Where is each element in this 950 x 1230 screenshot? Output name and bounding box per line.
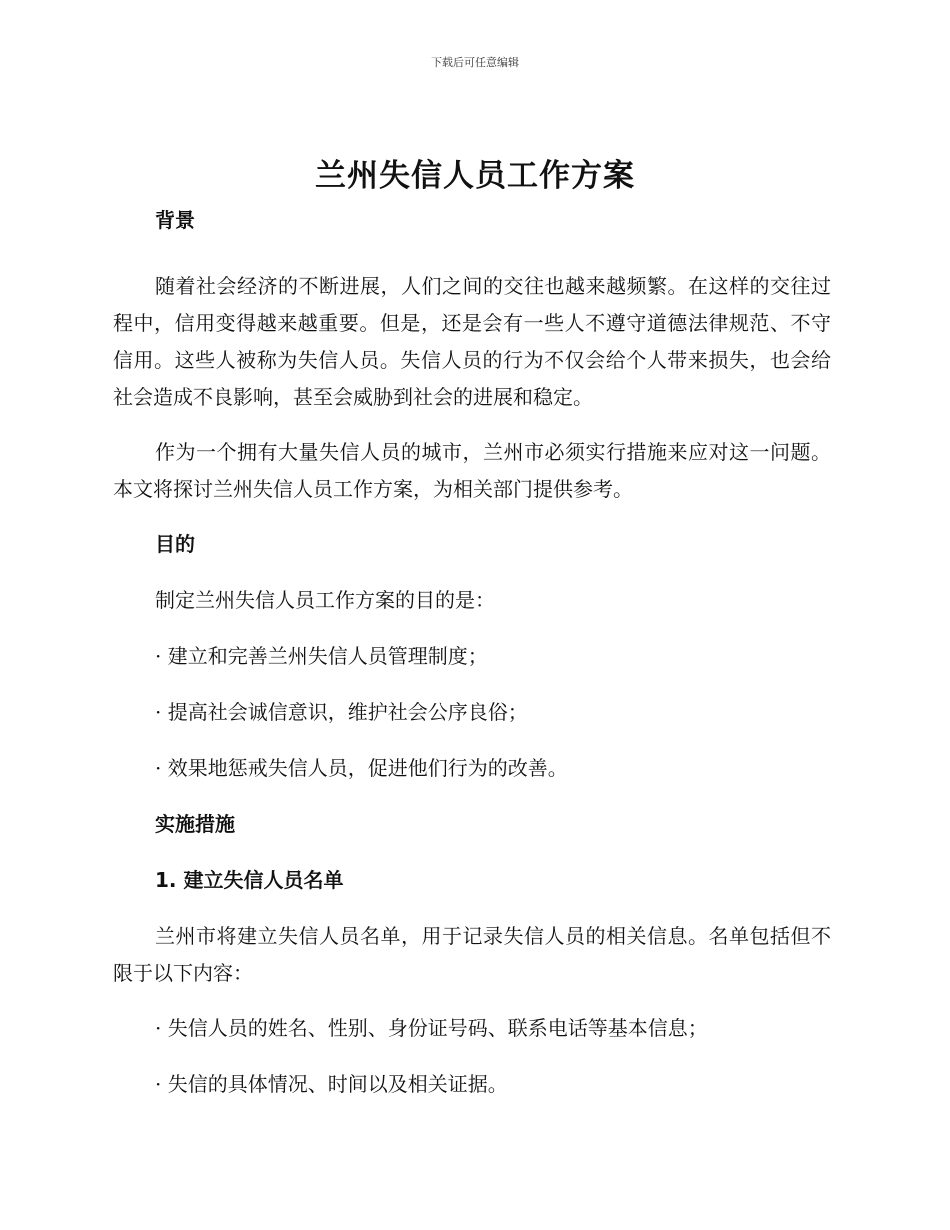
paragraph-purpose-intro: 制定兰州失信人员工作方案的目的是：	[155, 588, 495, 612]
paragraph-measure-1: 兰州市将建立失信人员名单，用于记录失信人员的相关信息。名单包括但不限于以下内容：	[113, 924, 831, 985]
document-title: 兰州失信人员工作方案	[315, 158, 635, 194]
list-item: · 失信的具体情况、时间以及相关证据。	[155, 1072, 508, 1096]
document-body	[113, 202, 831, 1122]
list-item: · 效果地惩戒失信人员，促进他们行为的改善。	[155, 756, 568, 780]
list-item: · 失信人员的姓名、性别、身份证号码、联系电话等基本信息；	[155, 1016, 708, 1040]
list-item: · 建立和完善兰州失信人员管理制度；	[155, 644, 488, 668]
section-heading-purpose: 目的	[155, 532, 195, 556]
section-heading-background: 背景	[155, 208, 195, 232]
paragraph-background-1: 随着社会经济的不断进展，人们之间的交往也越来越频繁。在这样的交往过程中，信用变得越来越重要。但是，还是会有一些人不遵守道德法律规范、不守信用。这些人被称为失信人员。失信人员的行为不仅会给个人带来损失，也会给社会造成不良影响，甚至会威胁到社会的进展和稳定。	[113, 274, 831, 409]
list-item: · 提高社会诚信意识，维护社会公序良俗；	[155, 700, 528, 724]
paragraph-background-2: 作为一个拥有大量失信人员的城市，兰州市必须实行措施来应对这一问题。本文将探讨兰州失信人员工作方案，为相关部门提供参考。	[113, 440, 831, 501]
page-header-note: 下载后可任意编辑	[431, 56, 519, 69]
section-heading-measures: 实施措施	[155, 812, 235, 836]
subsection-heading-measure-1: 1. 建立失信人员名单	[155, 868, 344, 892]
